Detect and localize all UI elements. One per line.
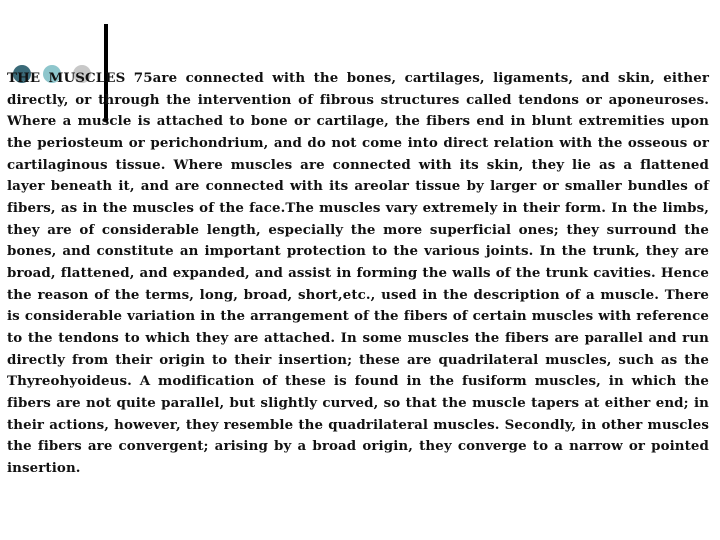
- body-paragraph: THE MUSCLES 75are connected with the bones, cartilages, ligaments, and skin, either directly, or through the intervention of fibrous structures called tendons or aponeuroses. Where a muscle is attached to bone or cartilage, the fibers end in blunt extremities upon the periosteum or perichondrium, and do not come into direct relation with the osseous or cartilaginous tissue. Where muscles are connected with its skin, they lie as a flattened layer beneath it, and are connected with its areolar tissue by larger or smaller bundles of fibers, as in the muscles of the face.The muscles vary extremely in their form. In the limbs, they are of considerable length, especially the more superficial ones; they surround the bones, and constitute an important protection to the various joints. In the trunk, they are broad, flattened, and expanded, and assist in forming the walls of the trunk cavities. Hence the reason of the terms, long, broad, short,etc., used in the description of a muscle. There is considerable variation in the arrangement of the fibers of certain muscles with reference to the tendons to which they are attached. In some muscles the fibers are parallel and run directly from their origin to their insertion; these are quadrilateral muscles, such as the Thyreohyoideus. A modification of these is found in the fusiform muscles, in which the fibers are not quite parallel, but slightly curved, so that the muscle tapers at either end; in their actions, however, they resemble the quadrilateral muscles. Secondly, in other muscles the fibers are convergent; arising by a broad origin, they converge to a narrow or pointed insertion.: [7, 70, 709, 476]
